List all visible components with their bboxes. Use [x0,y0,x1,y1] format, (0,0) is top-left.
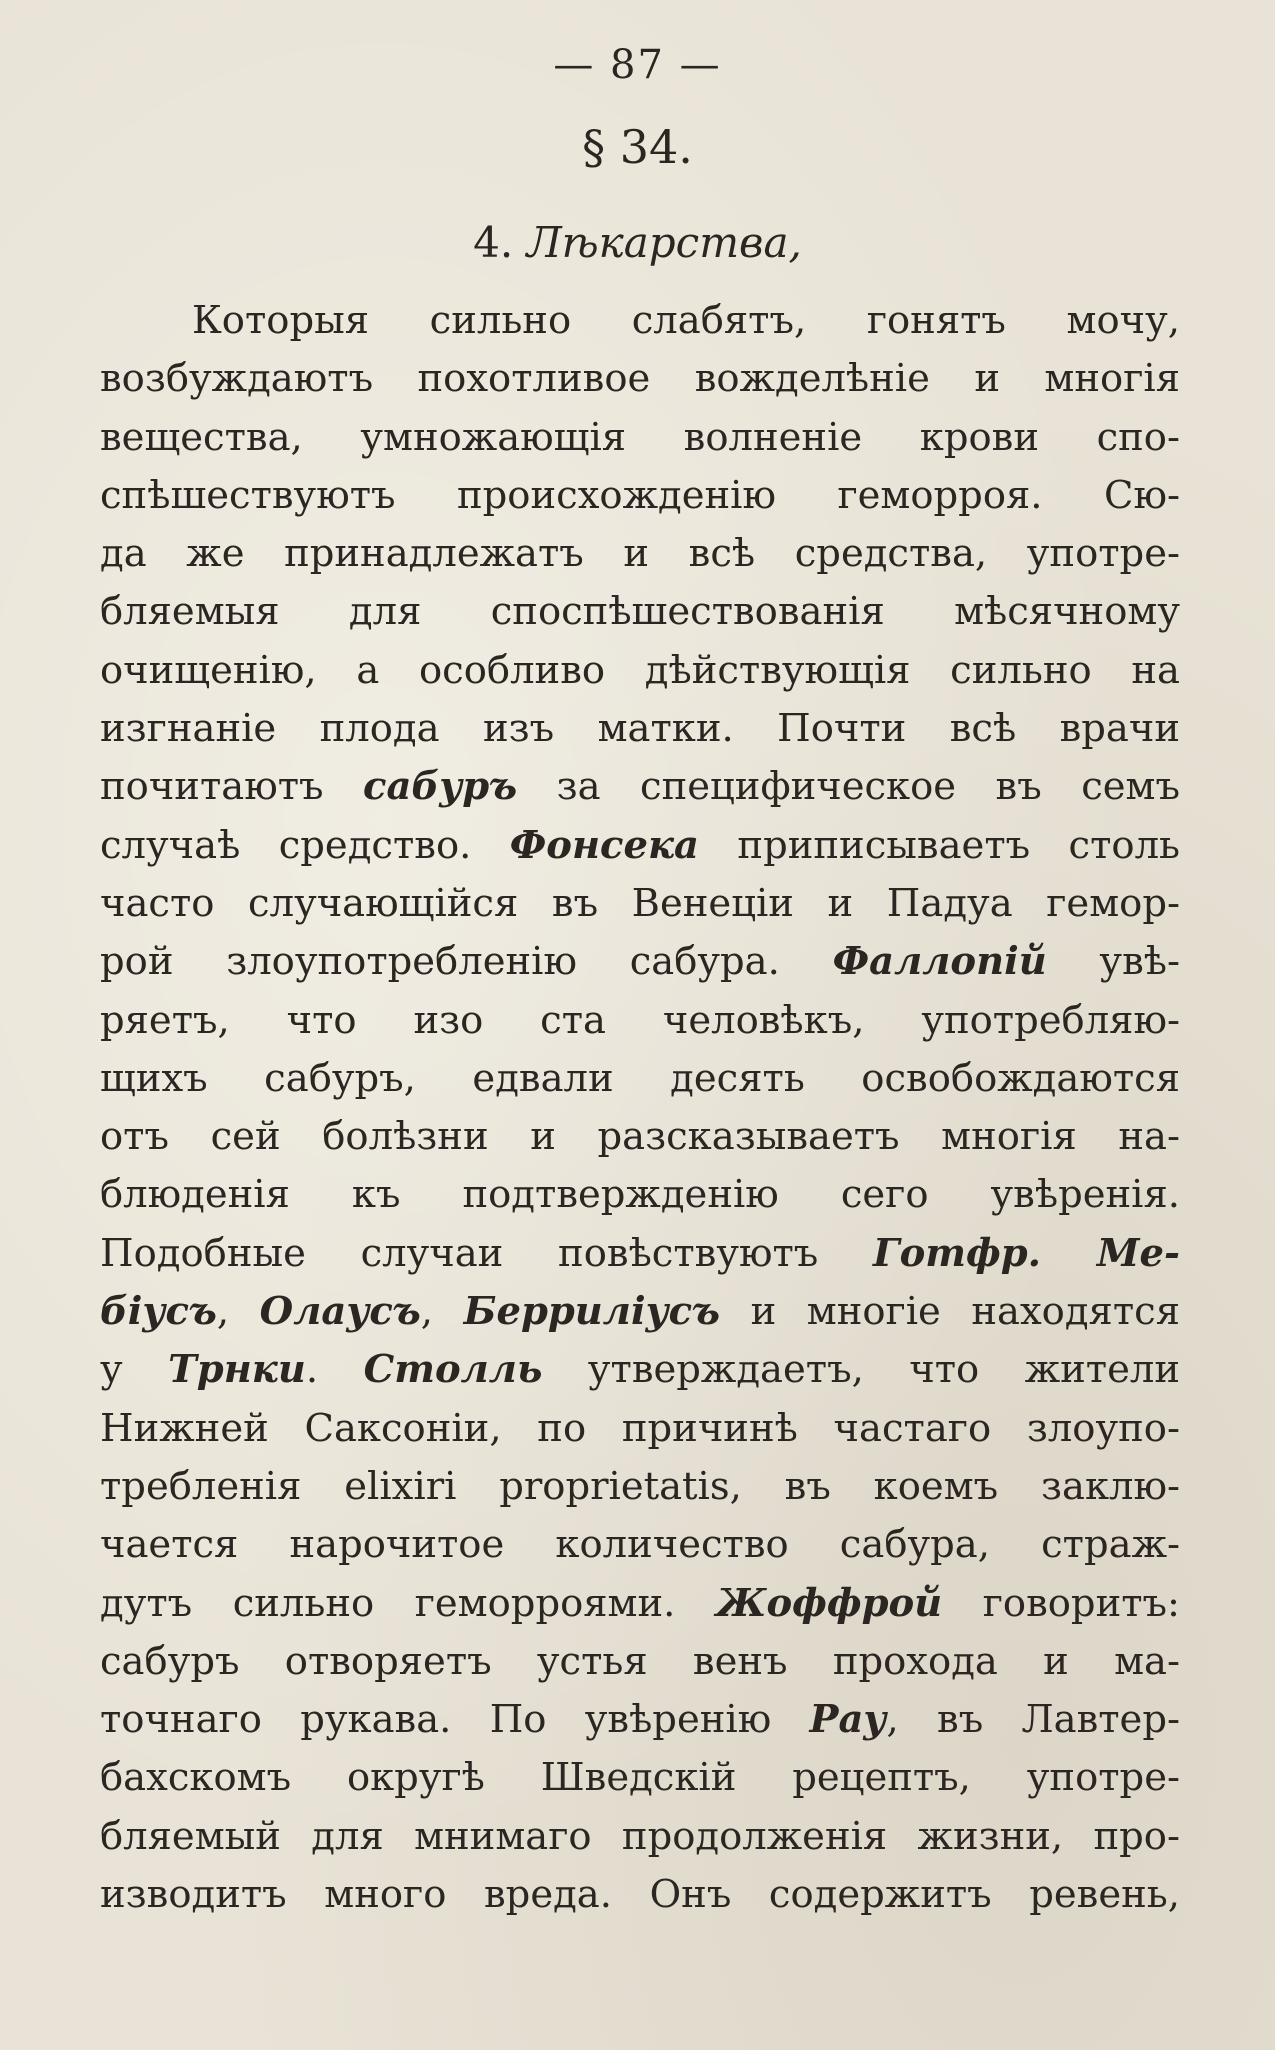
text-run: , въ Лавтер- [886,1697,1180,1743]
text-line [100,1749,1180,1807]
italic-name: Столль [363,1347,543,1393]
text-run: сабуръ отворяетъ устья венъ прохода и ма- [100,1638,1180,1684]
text-run: вещества, умножающія волненіе крови спо- [100,414,1180,460]
text-line [100,583,1180,641]
text-run: ряетъ, что изо ста человѣкъ, употребляю- [100,997,1180,1043]
text-run: чается нарочитое количество сабура, страж- [100,1522,1180,1568]
text-run: блюденія къ подтвержденію сего увѣренія. [100,1172,1180,1218]
text-line [100,700,1180,758]
text-line [100,525,1180,583]
text-run: Подобные случаи повѣствуютъ [100,1230,873,1276]
text-line [100,758,1180,816]
text-line [100,642,1180,700]
text-run: отъ сей болѣзни и разсказываетъ многія на- [100,1114,1180,1160]
italic-name: Фонсека [509,822,699,868]
text-run: рой злоупотребленію сабура. [100,939,833,985]
body-paragraph [100,292,1180,1924]
page-number: — 87 — [553,42,722,88]
text-run: , [216,1289,260,1335]
text-line [100,1691,1180,1749]
text-run: утверждаетъ, что жители [542,1347,1180,1393]
text-run: требленія elixiri proprietatis, въ коемъ заклю- [100,1463,1180,1509]
text-line [100,1633,1180,1691]
italic-name: Готфр. Ме- [872,1230,1180,1276]
italic-name: Трнки [168,1347,306,1393]
text-line [100,933,1180,991]
text-line [100,1400,1180,1458]
text-run: бахскомъ округѣ Шведскій рецептъ, употре- [100,1755,1180,1801]
text-line [100,1575,1180,1633]
text-line [100,1050,1180,1108]
text-run: возбуждаютъ похотливое вожделѣніе и многія [100,356,1180,402]
text-line [100,1283,1180,1341]
text-run: приписываетъ столь [699,822,1180,868]
text-line [100,1866,1180,1924]
italic-name: Олаусъ [259,1289,421,1335]
italic-name: біусъ [100,1289,217,1335]
text-line [100,817,1180,875]
text-run: Которыя сильно слабятъ, гонятъ мочу, [192,298,1180,343]
italic-name: Рау [809,1697,887,1743]
italic-name: Фаллопій [832,939,1047,985]
text-line [100,1225,1180,1283]
text-line [100,292,1180,350]
subsection-number: 4. [473,218,514,267]
subsection-title: Лѣкарства, [526,218,802,267]
italic-name: Берриліусъ [463,1289,721,1335]
text-line [100,1516,1180,1574]
italic-name: Жоффрой [715,1580,943,1626]
text-run: дутъ сильно геморроями. [100,1580,716,1626]
text-line [100,1458,1180,1516]
text-line [100,1341,1180,1399]
text-run: изводитъ много вреда. Онъ содержитъ ревень, [100,1872,1180,1918]
text-run: бляемый для мнимаго продолженія жизни, про- [100,1813,1180,1859]
text-run: случаѣ средство. [100,822,510,868]
text-run: почитаютъ [100,764,363,810]
text-run: , [420,1289,464,1335]
text-line [100,875,1180,933]
text-run: изгнаніе плода изъ матки. Почти всѣ врачи [100,706,1180,752]
text-line [100,1808,1180,1866]
text-run: . [305,1347,364,1393]
section-heading: § 34. [582,120,693,174]
text-line [100,409,1180,467]
text-run: у [100,1347,169,1393]
text-line [100,1166,1180,1224]
text-run: часто случающійся въ Венеціи и Падуа гемор- [100,880,1180,926]
subsection-heading [0,218,1275,267]
text-run: спѣшествуютъ происхожденію геморроя. Сю- [100,472,1180,518]
text-line [100,992,1180,1050]
text-line [100,1108,1180,1166]
text-line [100,467,1180,525]
text-run: увѣ- [1046,939,1180,985]
text-run: бляемыя для споспѣшествованія мѣсячному [100,589,1180,635]
text-run: говоритъ: [942,1580,1180,1626]
text-run: щихъ сабуръ, едвали десять освобождаются [100,1055,1180,1101]
text-run: очищенію, а особливо дѣйствующія сильно на [100,647,1180,693]
text-run: да же принадлежатъ и всѣ средства, употре- [100,531,1180,577]
text-run: Нижней Саксоніи, по причинѣ частаго злоупо- [100,1405,1180,1451]
text-run: и многіе находятся [720,1289,1180,1335]
text-run: точнаго рукава. По увѣренію [100,1697,810,1743]
text-run: за специфическое въ семъ [517,764,1180,810]
italic-name: сабуръ [363,764,518,810]
text-line [100,350,1180,408]
